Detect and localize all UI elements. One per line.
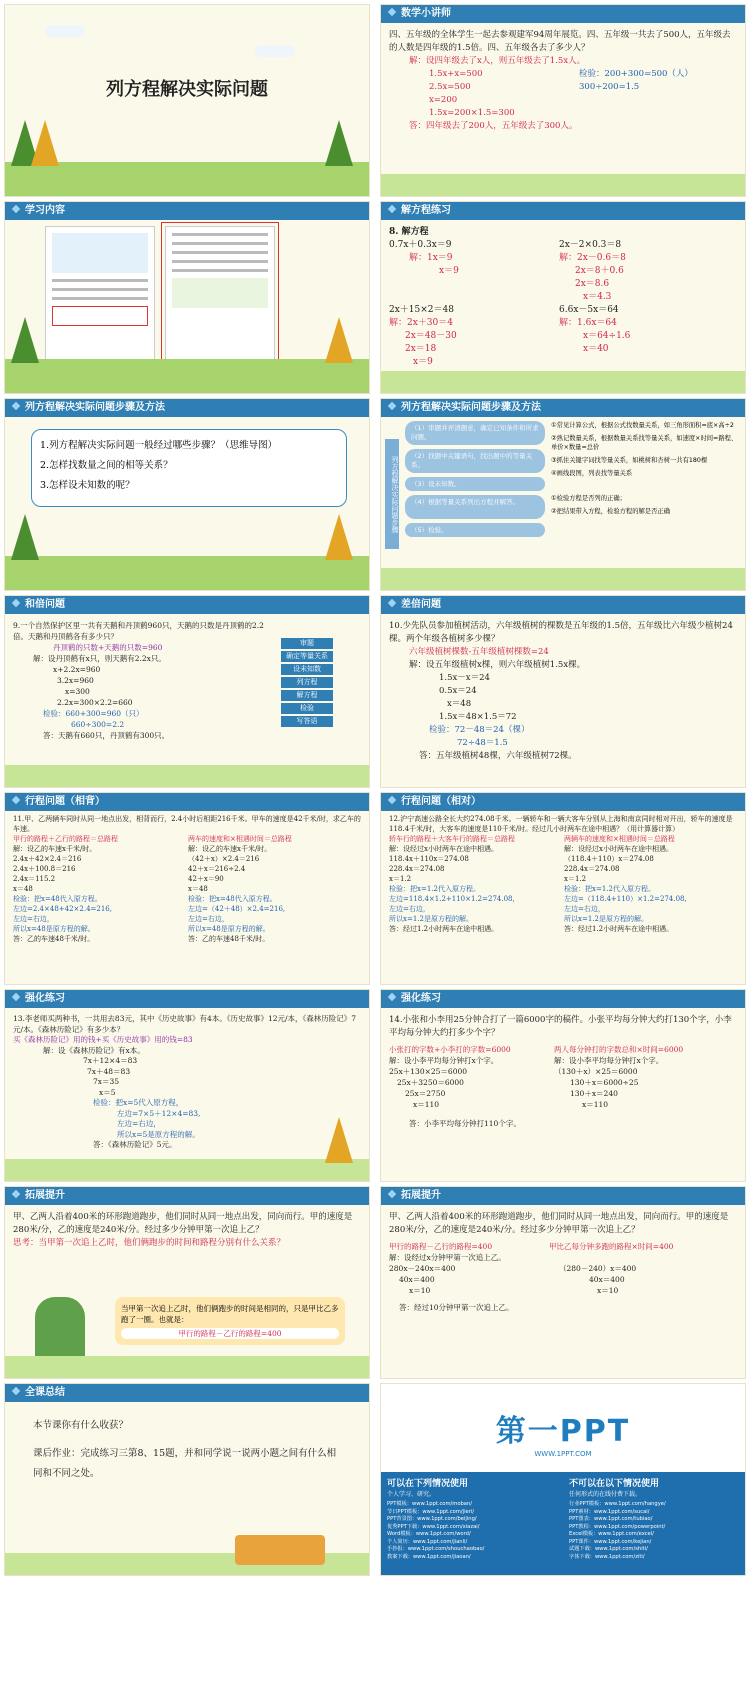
equation-line: 1.5x=200×1.5=300 — [429, 108, 515, 118]
tree-icon — [11, 514, 39, 560]
diamond-icon — [388, 599, 396, 607]
textbook-page-image — [45, 226, 155, 376]
question-text: 9.一个自然保护区里一共有天鹅和丹顶鹤960只，天鹅的只数是丹顶鹤的2.2倍。天鹅和丹顶鹤各有多少只？ — [13, 621, 264, 641]
slide-header: 强化练习 — [5, 990, 369, 1008]
slide-header: 行程问题（相背） — [5, 793, 369, 811]
slide-practice-books[interactable] — [4, 989, 370, 1182]
answer-line: 答：乙的车速48千米/时。 — [188, 935, 270, 943]
equation-line: 40x＝400 — [589, 1275, 625, 1284]
resource-link[interactable]: PPT图表：www.1ppt.com/tubiao/ — [569, 1516, 653, 1522]
mindmap-steps — [405, 421, 545, 537]
equation-line: 118.4x＋110x＝274.08 — [389, 855, 469, 863]
slide-header: 和倍问题 — [5, 596, 369, 614]
equation-line: 2.4x＋100.8＝216 — [13, 865, 76, 873]
resource-link[interactable]: 行业PPT模板：www.1ppt.com/hangye/ — [569, 1501, 666, 1507]
flow-step: 设未知数 — [281, 664, 333, 675]
equation-line: 2.4x＝115.2 — [13, 875, 56, 883]
allowed-section: 可以在下列情况使用 个人学习、研究。 PPT模板：www.1ppt.com/moban/ 节日PPT模板：www.1ppt.com/jieri/ PPT背景图：www.1ppt.com/beijing/ 优秀PPT下载：www.1ppt.com/xiazai/ Word模板：www.1ppt.com/word/ 个人简历：www.1ppt.com/jianli/ 手抄报：www.1ppt.com/shouchaobao/ 教案下载：www.1ppt.com/jiaoan/ — [381, 1472, 563, 1576]
answer-line: 答：五年级植树48棵，六年级植树72棵。 — [419, 751, 577, 761]
slide-equation-practice[interactable] — [380, 201, 746, 394]
check-line: 660÷300=2.2 — [71, 720, 125, 729]
slide-mindmap[interactable] — [380, 398, 746, 591]
ground — [5, 1159, 369, 1181]
answer-line: 答：乙的车速48千米/时。 — [13, 935, 95, 943]
question-item: 3.怎样设未知数的呢？ — [40, 480, 135, 491]
question-text: 甲、乙两人沿着400米的环形跑道跑步，他们同时从同一地点出发，同向而行。甲的速度是280米/分，乙的速度是240米/分。经过多少分钟甲第一次追上乙？ — [389, 1212, 729, 1235]
slide-header: 拓展提升 — [381, 1187, 745, 1205]
tree-icon — [11, 317, 39, 363]
slide-extension-think[interactable] — [4, 1186, 370, 1379]
tip-item: ①常见计算公式，根据公式找数量关系，如三角形面积=底×高÷2 — [551, 422, 734, 429]
tree-icon — [325, 120, 353, 166]
check-line: 72÷48＝1.5 — [457, 738, 508, 748]
flow-step: 检验 — [281, 703, 333, 714]
relation-line: 两车的速度和×相遇时间＝总路程 — [188, 835, 292, 843]
check-line: 左边=（42＋48）×2.4=216, — [188, 905, 286, 913]
check-line: 左边=2.4×48+42×2.4=216, — [13, 905, 112, 913]
check-line: 所以x=48是原方程的解。 — [188, 925, 270, 933]
tree-icon — [325, 317, 353, 363]
step-node: （5）检验。 — [405, 523, 545, 537]
ground — [5, 1356, 369, 1378]
equation-line: 3.2x=960 — [57, 676, 94, 685]
tree-icon — [325, 514, 353, 560]
solution-line: 解：设丹顶鹤有x只，则天鹅有2.2x只。 — [33, 654, 166, 663]
equation-line: 280x－240x＝400 — [389, 1264, 456, 1273]
slide-header: 拓展提升 — [5, 1187, 369, 1205]
equation-line: x+2.2x=960 — [53, 665, 101, 674]
equation-line: 2.4x＋42×2.4＝216 — [13, 855, 82, 863]
slide-sum-multiple[interactable] — [4, 595, 370, 788]
slide-header: 解方程练习 — [381, 202, 745, 220]
check-line: 检验：200+300=500（人） — [579, 69, 693, 79]
brand-logo: 第一PPT — [495, 1414, 631, 1449]
cloud — [255, 45, 295, 57]
equation-line: 0.5x＝24 — [439, 686, 477, 696]
check-line: 检验：660+300=960（只） — [43, 709, 144, 718]
equation-line: 2.2x=300×2.2=660 — [57, 698, 133, 707]
equation-line: 130＋x＝6000÷25 — [570, 1078, 639, 1087]
question-text: 14.小张和小李用25分钟合打了一篇6000字的稿件。小张平均每分钟大约打130个字，小李平均每分钟大约打多少个字？ — [389, 1015, 732, 1038]
flow-step: 写答语 — [281, 716, 333, 727]
check-item: ②把结果带入方程，检验方程的解是否正确 — [551, 508, 670, 515]
ground — [381, 174, 745, 196]
check-item: ①检验方程是否列的正确； — [551, 495, 626, 502]
relation-line: 两辆车的速度和×相遇时间＝总路程 — [564, 835, 675, 843]
question-text: 11.甲、乙两辆车同时从同一地点出发，相背而行，2.4小时后相距216千米。甲车的速度是42千米/时，求乙车的车速。 — [13, 815, 361, 833]
step-node: （1）审题并弄清题意，确定已知条件和所求问题。 — [405, 421, 545, 445]
diamond-icon — [388, 993, 396, 1001]
slide-header: 学习内容 — [5, 202, 369, 220]
tip-item: ②熟记数量关系，根据数量关系找等量关系，如速度×时间=路程、单价×数量=总价 — [551, 435, 738, 451]
equation-step: x＝9 — [413, 357, 433, 367]
exercise-title: 8. 解方程 — [389, 227, 429, 237]
relation-line: 六年级植树棵数-五年级植树棵数=24 — [409, 647, 549, 657]
slide-summary[interactable] — [4, 1383, 370, 1576]
diamond-icon — [12, 1387, 20, 1395]
answer-line: 答：经过10分钟甲第一次追上乙。 — [399, 1303, 514, 1312]
resource-link[interactable]: PPT背景图：www.1ppt.com/beijing/ — [387, 1516, 477, 1522]
equation-line: 130＋x＝240 — [570, 1089, 618, 1098]
question-text: 12.沪宁高速公路全长大约274.08千米。一辆轿车和一辆大客车分别从上海和南京同时相对开出，轿车的速度是118.4千米/时，大客车的速度是110千米/时。经过几小时两车在途中相遇？（用计算器计算） — [389, 815, 733, 833]
solution-line: 解：设五年级植树x棵，则六年级植树1.5x棵。 — [409, 660, 586, 670]
check-line: 检验：把x=48代入原方程。 — [188, 895, 277, 903]
answer-line: 答：天鹅有660只，丹顶鹤有300只。 — [43, 731, 170, 740]
slide-header: 全课总结 — [5, 1384, 369, 1402]
equation-step: x＝9 — [439, 266, 459, 276]
equation-line: 7x＝35 — [93, 1077, 120, 1086]
mindmap-root: 列方程解决实际问题步骤 — [385, 439, 399, 549]
resource-link[interactable]: PPT教程：www.1ppt.com/powerpoint/ — [569, 1523, 666, 1530]
step-node: （3）设未知数。 — [405, 477, 545, 491]
equation-line: 228.4x＝274.08 — [389, 865, 445, 873]
slide-steps-questions[interactable] — [4, 398, 370, 591]
diamond-icon — [388, 205, 396, 213]
cloud — [45, 25, 85, 37]
page-title: 列方程解决实际问题 — [106, 79, 268, 100]
slide-extension-solution[interactable] — [380, 1186, 746, 1379]
equation-line: 42＋x＝90 — [188, 875, 224, 883]
equation-step: 解：1x＝9 — [409, 253, 453, 263]
check-line: 所以x=1.2是原方程的解。 — [564, 915, 648, 923]
equation-line: x＝48 — [447, 699, 472, 709]
solution-line: 解：设小李平均每分钟打x个字。 — [389, 1056, 499, 1065]
flow-step: 确定等量关系 — [281, 651, 333, 662]
equation-line: 40x＝400 — [399, 1275, 435, 1284]
equation-line: （280－240）x＝400 — [559, 1264, 637, 1273]
equation-line: x＝48 — [13, 885, 33, 893]
diamond-icon — [12, 402, 20, 410]
resource-link[interactable]: 手抄报：www.1ppt.com/shouchaobao/ — [387, 1546, 485, 1552]
equation-line: x＝10 — [597, 1286, 619, 1295]
diamond-icon — [12, 1190, 20, 1198]
slide-header: 强化练习 — [381, 990, 745, 1008]
solution-line: 解：设乙的车速x千米/时。 — [188, 845, 272, 853]
question-text: 四、五年级的全体学生一起去参观建军94周年展览。四、五年级一共去了500人，五年级去的人数是四年级的1.5倍。四、五年级各去了多少人？ — [389, 30, 731, 53]
check-line: 左边=118.4×1.2+110×1.2=274.08, — [389, 895, 515, 903]
solution-line: 解：设乙的车速x千米/时。 — [13, 845, 97, 853]
resource-link[interactable]: 节日PPT模板：www.1ppt.com/jieri/ — [387, 1508, 475, 1515]
question-text: 10.少先队员参加植树活动，六年级植树的棵数是五年级的1.5倍，五年级比六年级少植树24棵。两个年级各植树多少棵？ — [389, 621, 733, 644]
step-node: （4）根据等量关系列出方程并解答。 — [405, 495, 545, 519]
resource-link[interactable]: 教案下载：www.1ppt.com/jiaoan/ — [387, 1553, 471, 1560]
slide-header: 数学小讲师 — [381, 5, 745, 23]
diamond-icon — [388, 1190, 396, 1198]
check-line: 所以x=1.2是原方程的解。 — [389, 915, 473, 923]
tree-icon — [325, 1117, 353, 1163]
solution-line: 解：设四年级去了x人，则五年级去了1.5x人。 — [409, 56, 586, 66]
check-line: 检验：把x=5代入原方程， — [93, 1098, 184, 1107]
resource-link[interactable]: 试题下载：www.1ppt.com/shiti/ — [569, 1546, 648, 1552]
resource-link[interactable]: PPT模板：www.1ppt.com/moban/ — [387, 1501, 473, 1507]
relation-line: 甲比乙每分钟多跑的路程×时间=400 — [549, 1242, 674, 1251]
diamond-icon — [12, 993, 20, 1001]
equation-step: 2x＝48－30 — [405, 331, 457, 341]
equation-line: 228.4x＝274.08 — [564, 865, 620, 873]
equation-step: 2x＝8＋0.6 — [575, 266, 624, 276]
check-line: 左边=（118.4+110）×1.2=274.08, — [564, 895, 687, 903]
question-item: 1.列方程解决实际问题一般经过哪些步骤？（思维导图） — [40, 440, 278, 451]
equation-step: 解：2x＋30＝4 — [389, 318, 453, 328]
diamond-icon — [12, 796, 20, 804]
solution-line: 解：设小李平均每分钟打x个字。 — [554, 1056, 664, 1065]
relation-line: 买《森林历险记》用的钱+买《历史故事》用的钱=83 — [13, 1035, 193, 1044]
equation-step: 解：1.6x＝64 — [559, 318, 617, 328]
equation-line: （42＋x）×2.4＝216 — [188, 855, 260, 863]
equation-step: 解：2x－0.6＝8 — [559, 253, 626, 263]
equation-line: 25x＝2750 — [405, 1089, 446, 1098]
diamond-icon — [388, 796, 396, 804]
check-line: 检验：72－48＝24（棵） — [429, 725, 530, 735]
diamond-icon — [12, 599, 20, 607]
resource-link[interactable]: Word模板：www.1ppt.com/word/ — [387, 1531, 471, 1537]
equation-line: 1.5x－x＝24 — [439, 673, 490, 683]
flow-step: 列方程 — [281, 677, 333, 688]
resource-link[interactable]: Excel模板：www.1ppt.com/excel/ — [569, 1531, 654, 1537]
answer-line: 答：小李平均每分钟打110个字。 — [409, 1119, 521, 1128]
resource-link[interactable]: PPT素材：www.1ppt.com/sucai/ — [569, 1508, 650, 1515]
resource-link[interactable]: 个人简历：www.1ppt.com/jianli/ — [387, 1538, 468, 1545]
equation-line: 1.5x+x=500 — [429, 69, 483, 79]
homework-text: 课后作业：完成练习三第8、15题，并和同学说一说两小题之间有什么相同和不同之处。 — [33, 1448, 337, 1479]
equation-line: x＝1.2 — [564, 875, 587, 883]
check-line: 300÷200=1.5 — [579, 82, 640, 92]
equation-line: x＝110 — [413, 1100, 440, 1109]
answer-line: 答：《森林历险记》5元。 — [93, 1140, 177, 1149]
solution-line: 解：设经过x分钟甲第一次追上乙。 — [389, 1253, 506, 1262]
equation-line: 25x＋3250＝6000 — [397, 1078, 464, 1087]
equation-step: x＝40 — [583, 344, 609, 354]
mindmap-tips — [551, 421, 741, 516]
relation-line: 甲行的路程＋乙行的路程＝总路程 — [13, 835, 118, 843]
equation-line: 7x＋12×4＝83 — [83, 1056, 138, 1065]
slide-header: 行程问题（相对） — [381, 793, 745, 811]
relation-line: 甲行的路程－乙行的路程=400 — [389, 1242, 493, 1251]
equation-line: （118.4＋110）x＝274.08 — [564, 855, 654, 863]
slide-header: 差倍问题 — [381, 596, 745, 614]
solution-line: 解：设《森林历险记》有x本。 — [43, 1045, 145, 1055]
equation-line: 42＋x＝216÷2.4 — [188, 865, 246, 873]
step-node: （2）找题中关键语句，找出题中的等量关系。 — [405, 449, 545, 473]
brand-url[interactable]: WWW.1PPT.COM — [534, 1450, 592, 1458]
equation-line: x＝1.2 — [389, 875, 412, 883]
slide-title[interactable] — [4, 4, 370, 197]
check-line: 左边=右边， — [389, 905, 430, 913]
slide-travel-opposite[interactable] — [4, 792, 370, 985]
students-illustration — [235, 1535, 325, 1565]
question-text: 甲、乙两人沿着400米的环形跑道跑步，他们同时从同一地点出发，同向而行。甲的速度是280米/分，乙的速度是240米/分。经过多少分钟甲第一次追上乙？ — [13, 1212, 353, 1235]
check-line: 所以x=48是原方程的解。 — [13, 925, 95, 933]
answer-line: 答：经过1.2小时两车在途中相遇。 — [564, 925, 674, 933]
summary-question: 本节课你有什么收获？ — [33, 1420, 129, 1431]
slide-header: 列方程解决实际问题步骤及方法 — [381, 399, 745, 417]
slide-promo[interactable] — [380, 1383, 746, 1576]
slide-header: 列方程解决实际问题步骤及方法 — [5, 399, 369, 417]
check-line: 左边=右边， — [564, 905, 605, 913]
equation-line: x＝10 — [409, 1286, 431, 1295]
slide-travel-toward[interactable] — [380, 792, 746, 985]
check-line: 检验：把x=48代入原方程。 — [13, 895, 102, 903]
equation-line: x=300 — [65, 687, 90, 696]
check-line: 左边=右边， — [13, 915, 54, 923]
resource-link[interactable]: 优秀PPT下载：www.1ppt.com/xiazai/ — [387, 1523, 480, 1530]
ground — [381, 371, 745, 393]
answer-line: 答：四年级去了200人，五年级去了300人。 — [409, 121, 578, 131]
answer-line: 答：经过1.2小时两车在途中相遇。 — [389, 925, 499, 933]
equation-step: x＝4.3 — [583, 292, 612, 302]
equation-line: x＝48 — [188, 885, 208, 893]
question-text: 13.李老师买两种书，一共用去83元，其中《历史故事》有4本。《历史故事》12元/本，《森林历险记》7元/本。《森林历险记》有多少本？ — [13, 1014, 357, 1034]
check-line: 检验：把x=1.2代入原方程。 — [564, 885, 655, 893]
equation-line: 7x＋48＝83 — [87, 1066, 131, 1076]
ground — [5, 765, 369, 787]
ground — [381, 568, 745, 590]
equation-step: 2x＝8.6 — [575, 279, 610, 289]
think-prompt: 思考：当甲第一次追上乙时，他们俩跑步的时间和路程分别有什么关系？ — [13, 1238, 286, 1248]
flow-step: 解方程 — [281, 690, 333, 701]
equation-line: x=200 — [429, 95, 458, 105]
slide-practice-typing[interactable] — [380, 989, 746, 1182]
equation: 2x＋15×2＝48 — [389, 305, 454, 315]
relation-line: 甲行的路程－乙行的路程=400 — [121, 1328, 339, 1339]
disallowed-section: 不可以在以下情况使用 任何形式的在线付费下载。 行业PPT模板：www.1ppt.com/hangye/ PPT素材：www.1ppt.com/sucai/ PPT图表：www.1ppt.com/tubiao/ PPT教程：www.1ppt.com/powerpoint/ Excel模板：www.1ppt.com/excel/ PPT课件：www.1ppt.com/kejian/ 试题下载：www.1ppt.com/shiti/ 字体下载：www.1ppt.com/ziti/ — [563, 1472, 745, 1576]
equation-line: x＝110 — [582, 1100, 609, 1109]
resource-link[interactable]: 字体下载：www.1ppt.com/ziti/ — [569, 1553, 645, 1560]
speech-bubble: 当甲第一次追上乙时，他们俩跑步的时间是相同的，只是甲比乙多跑了一圈。也就是： 甲行的路程－乙行的路程=400 — [115, 1297, 345, 1345]
diamond-icon — [12, 205, 20, 213]
slide-math-teacher[interactable] — [380, 4, 746, 197]
diamond-icon — [388, 8, 396, 16]
resource-link[interactable]: PPT课件：www.1ppt.com/kejian/ — [569, 1538, 652, 1545]
relation-line: 两人每分钟打的字数总和×时间=6000 — [554, 1045, 684, 1054]
slide-diff-multiple[interactable] — [380, 595, 746, 788]
check-line: 左边=右边， — [117, 1119, 161, 1128]
relation-line: 小张打的字数+小李打的字数=6000 — [389, 1045, 511, 1054]
tip-item: ④画线段图，列表找等量关系 — [551, 470, 633, 477]
check-line: 左边=右边， — [188, 915, 229, 923]
equation-step: x＝64÷1.6 — [583, 331, 631, 341]
equation-line: 1.5x＝48×1.5＝72 — [439, 712, 517, 722]
flow-step: 审题 — [281, 638, 333, 649]
ground — [5, 359, 369, 393]
process-flow — [281, 636, 333, 729]
equation: 2x－2×0.3＝8 — [559, 240, 622, 250]
highlight-frame — [161, 222, 279, 382]
relation-line: 丹顶鹤的只数+天鹅的只数=960 — [53, 643, 163, 652]
ground — [5, 556, 369, 590]
equation-line: 2.5x=500 — [429, 82, 471, 92]
check-line: 左边=7×5＋12×4=83, — [117, 1108, 201, 1118]
check-line: 所以x=5是原方程的解。 — [117, 1129, 200, 1139]
equation-line: 25x＋130×25＝6000 — [389, 1067, 468, 1076]
equation: 6.6x－5x＝64 — [559, 305, 619, 315]
solution-line: 解：设经过x小时两车在途中相遇。 — [564, 845, 673, 853]
question-box — [31, 429, 347, 507]
check-line: 检验：把x=1.2代入原方程。 — [389, 885, 480, 893]
equation-line: （130＋x）×25＝6000 — [554, 1067, 638, 1076]
tree-icon — [31, 120, 59, 166]
equation-line: x＝5 — [99, 1087, 116, 1097]
question-item: 2.怎样找数量之间的相等关系？ — [40, 460, 173, 471]
equation: 0.7x＋0.3x＝9 — [389, 240, 452, 250]
slide-content[interactable] — [4, 201, 370, 394]
relation-line: 轿车行的路程＋大客车行的路程＝总路程 — [389, 835, 515, 843]
equation-step: 2x＝18 — [405, 344, 437, 354]
ground — [5, 162, 369, 196]
solution-line: 解：设经过x小时两车在途中相遇。 — [389, 845, 498, 853]
tip-item: ③抓住关键字词找等量关系，如桃树和杏树一共有180棵 — [551, 457, 708, 464]
diamond-icon — [388, 402, 396, 410]
